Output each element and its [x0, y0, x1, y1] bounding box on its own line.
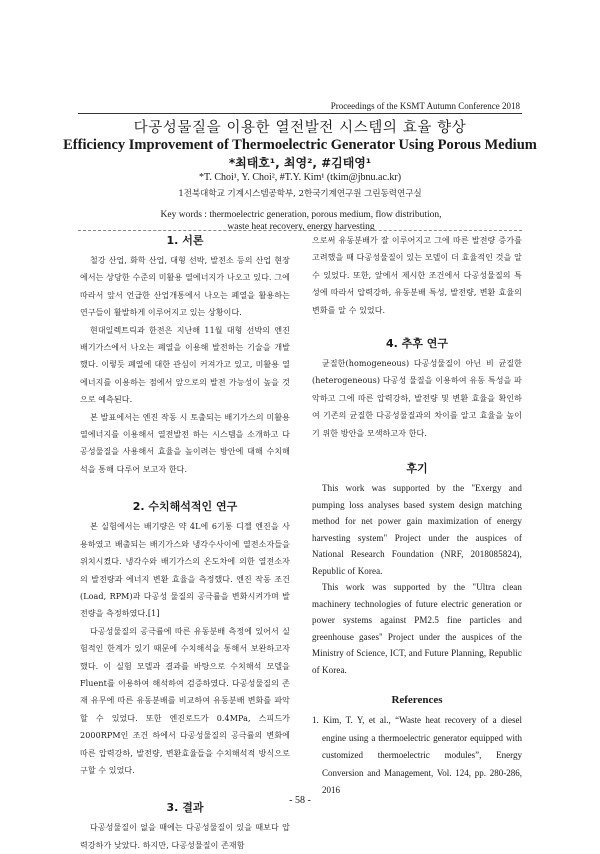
reference-1: 1. Kim, T. Y, et al., “Waste heat recovery of a diesel engine using a thermoelectric generator equipped with customized thermoelectric modules”, Energy Conversion and Management, Vol. 124, pp. 280-286, 2016 [312, 715, 522, 796]
section-heading-future: 4. 추후 연구 [386, 337, 448, 351]
authors-korean: *최태호¹, 최영², #김태영¹ [228, 156, 372, 170]
section-heading-intro: 1. 서론 [166, 234, 204, 247]
title-korean: 다공성물질을 이용한 열전발전 시스템의 효율 향상 [133, 120, 467, 136]
left-column [80, 232, 290, 854]
header-rule [78, 113, 522, 114]
authors-english: *T. Choi¹, Y. Choi², #T.Y. Kim¹ (tkim@jbnu.ac.kr) [198, 172, 402, 183]
intro-paragraph-3: 본 발표에서는 엔진 작동 시 토출되는 배기가스의 미활용 열에너지를 이용해서 열전발전 하는 시스템을 소개하고 다공성물질을 사용해서 효율을 높이려는 방안에 대해 수치해석을 통해 다루어 보고자 한다. [80, 412, 290, 474]
affiliation: 1전북대학교 기계시스템공학부, 2한국기계연구원 그린동력연구실 [178, 189, 422, 199]
results-paragraph-1-start: 다공성물질이 없을 때에는 다공성물질이 있을 때보다 압력강하가 낮았다. 하지만, 다공성물질이 존재함 [80, 823, 290, 850]
page-number: - 58 - [289, 795, 311, 806]
section-heading-results: 3. 결과 [166, 801, 204, 815]
section-heading-numerical: 2. 수치해석적인 연구 [132, 500, 238, 514]
ack-paragraph-1: This work was supported by the "Exergy and pumping loss analyses based system design matching method for net power gain maximization of energy harvesting system" Project under the auspices of National Research Foundation (NRF, 2018085824), Republic of Korea. [312, 483, 522, 576]
title-english: Efficiency Improvement of Thermoelectric Generator Using Porous Medium [63, 137, 537, 153]
keywords-rule [78, 230, 522, 231]
ack-paragraph-2: This work was supported by the "Ultra clean machinery technologies of future electric generation or power systems against PM2.5 fine particles and greenhouse gases" Project under the auspices of the Ministry of Science, ICT, and Future Planning, Republic of Korea. [312, 582, 522, 675]
section-heading-references: References [391, 694, 443, 707]
intro-paragraph-1: 철강 산업, 화학 산업, 대형 선박, 발전소 등의 산업 현장에서는 상당한 수준의 미활용 열에너지가 나오고 있다. 그에 따라서 앞서 언급한 산업개통에서 나오는 폐열을 활용하는 연구들이 활발하게 이루어지고 있는 상황이다. [80, 256, 290, 318]
keywords: Key words : thermoelectric generation, porous medium, flow distribution, waste heat recovery, energy harvesting [160, 210, 442, 232]
numerical-paragraph-2: 다공성물질의 공극률에 따른 유동분배 측정에 있어서 실험적인 한계가 있기 때문에 수치해석을 통해서 보완하고자 했다. 이 실험 모델과 결과를 바탕으로 수치해석 모델을 Fluent를 이용하여 해석하여 검증하였다. 다공성물질의 존재 유무에 따른 유동분배를 비교하여 유동분배 변화를 파악할 수 있었다. 또한 엔진로드가 0.4MPa, 스피드가 2000RPM인 조건 하에서 다공성물질의 공극률의 변화에 따른 압력강하, 발전량, 변환효율들을 수치해석적 방식으로 구할 수 있었다. [80, 626, 290, 775]
intro-paragraph-2: 현대일렉트릭과 한전은 지난해 11월 대형 선박의 엔진 배기가스에서 나오는 폐열을 이용해 발전하는 기술을 개발했다. 이렇듯 폐열에 대한 관심이 커져가고 있고, 미활용 열에너지를 이용하는 점에서 앞으로의 발전 가능성이 높을 것으로 예측된다. [80, 325, 290, 405]
numerical-paragraph-1: 본 실험에서는 배기량은 약 4L에 6기통 디젤 엔진을 사용하였고 배출되는 배기가스와 냉각수사이에 열전소자들을 위치시켰다. 냉각수와 배기가스의 온도차에 의한 열전소자의 발전량과 에너지 변환 효율을 측정했다. 엔진 작동 조건(Load, RPM)과 다공성 물질의 공극률을 변화시켜가며 발전량을 측정하였다.[1] [80, 522, 290, 619]
results-continuation-note: 으로써 유동분배가 잘 이루어지고 그에 따른 발전량 증가를 고려했을 때 다공성물질이 있는 모델이 더 효율적인 것을 알 수 있었다. 또한, 앞에서 제시한 조건에서 다공성물질의 특성에 따라서 압력강하, 유동분배 특성, 발전량, 변환 효율의 변화를 알 수 있었다. [312, 236, 522, 315]
section-heading-ack: 후기 [406, 462, 428, 476]
future-paragraph-1: 균질한(homogeneous) 다공성물질이 아닌 비 균질한(heterogeneous) 다공성 물질을 이용하여 유동 특성을 파악하고 그에 따른 압력강하, 발전량 및 변환 효율을 확인하여 기존의 균질한 다공성물질과의 차이를 알고 효율을 높이기 위한 방안을 모색하고자 한다. [312, 359, 522, 438]
right-column [312, 232, 522, 800]
proceedings-header: Proceedings of the KSMT Autumn Conference 2018 [330, 101, 520, 111]
